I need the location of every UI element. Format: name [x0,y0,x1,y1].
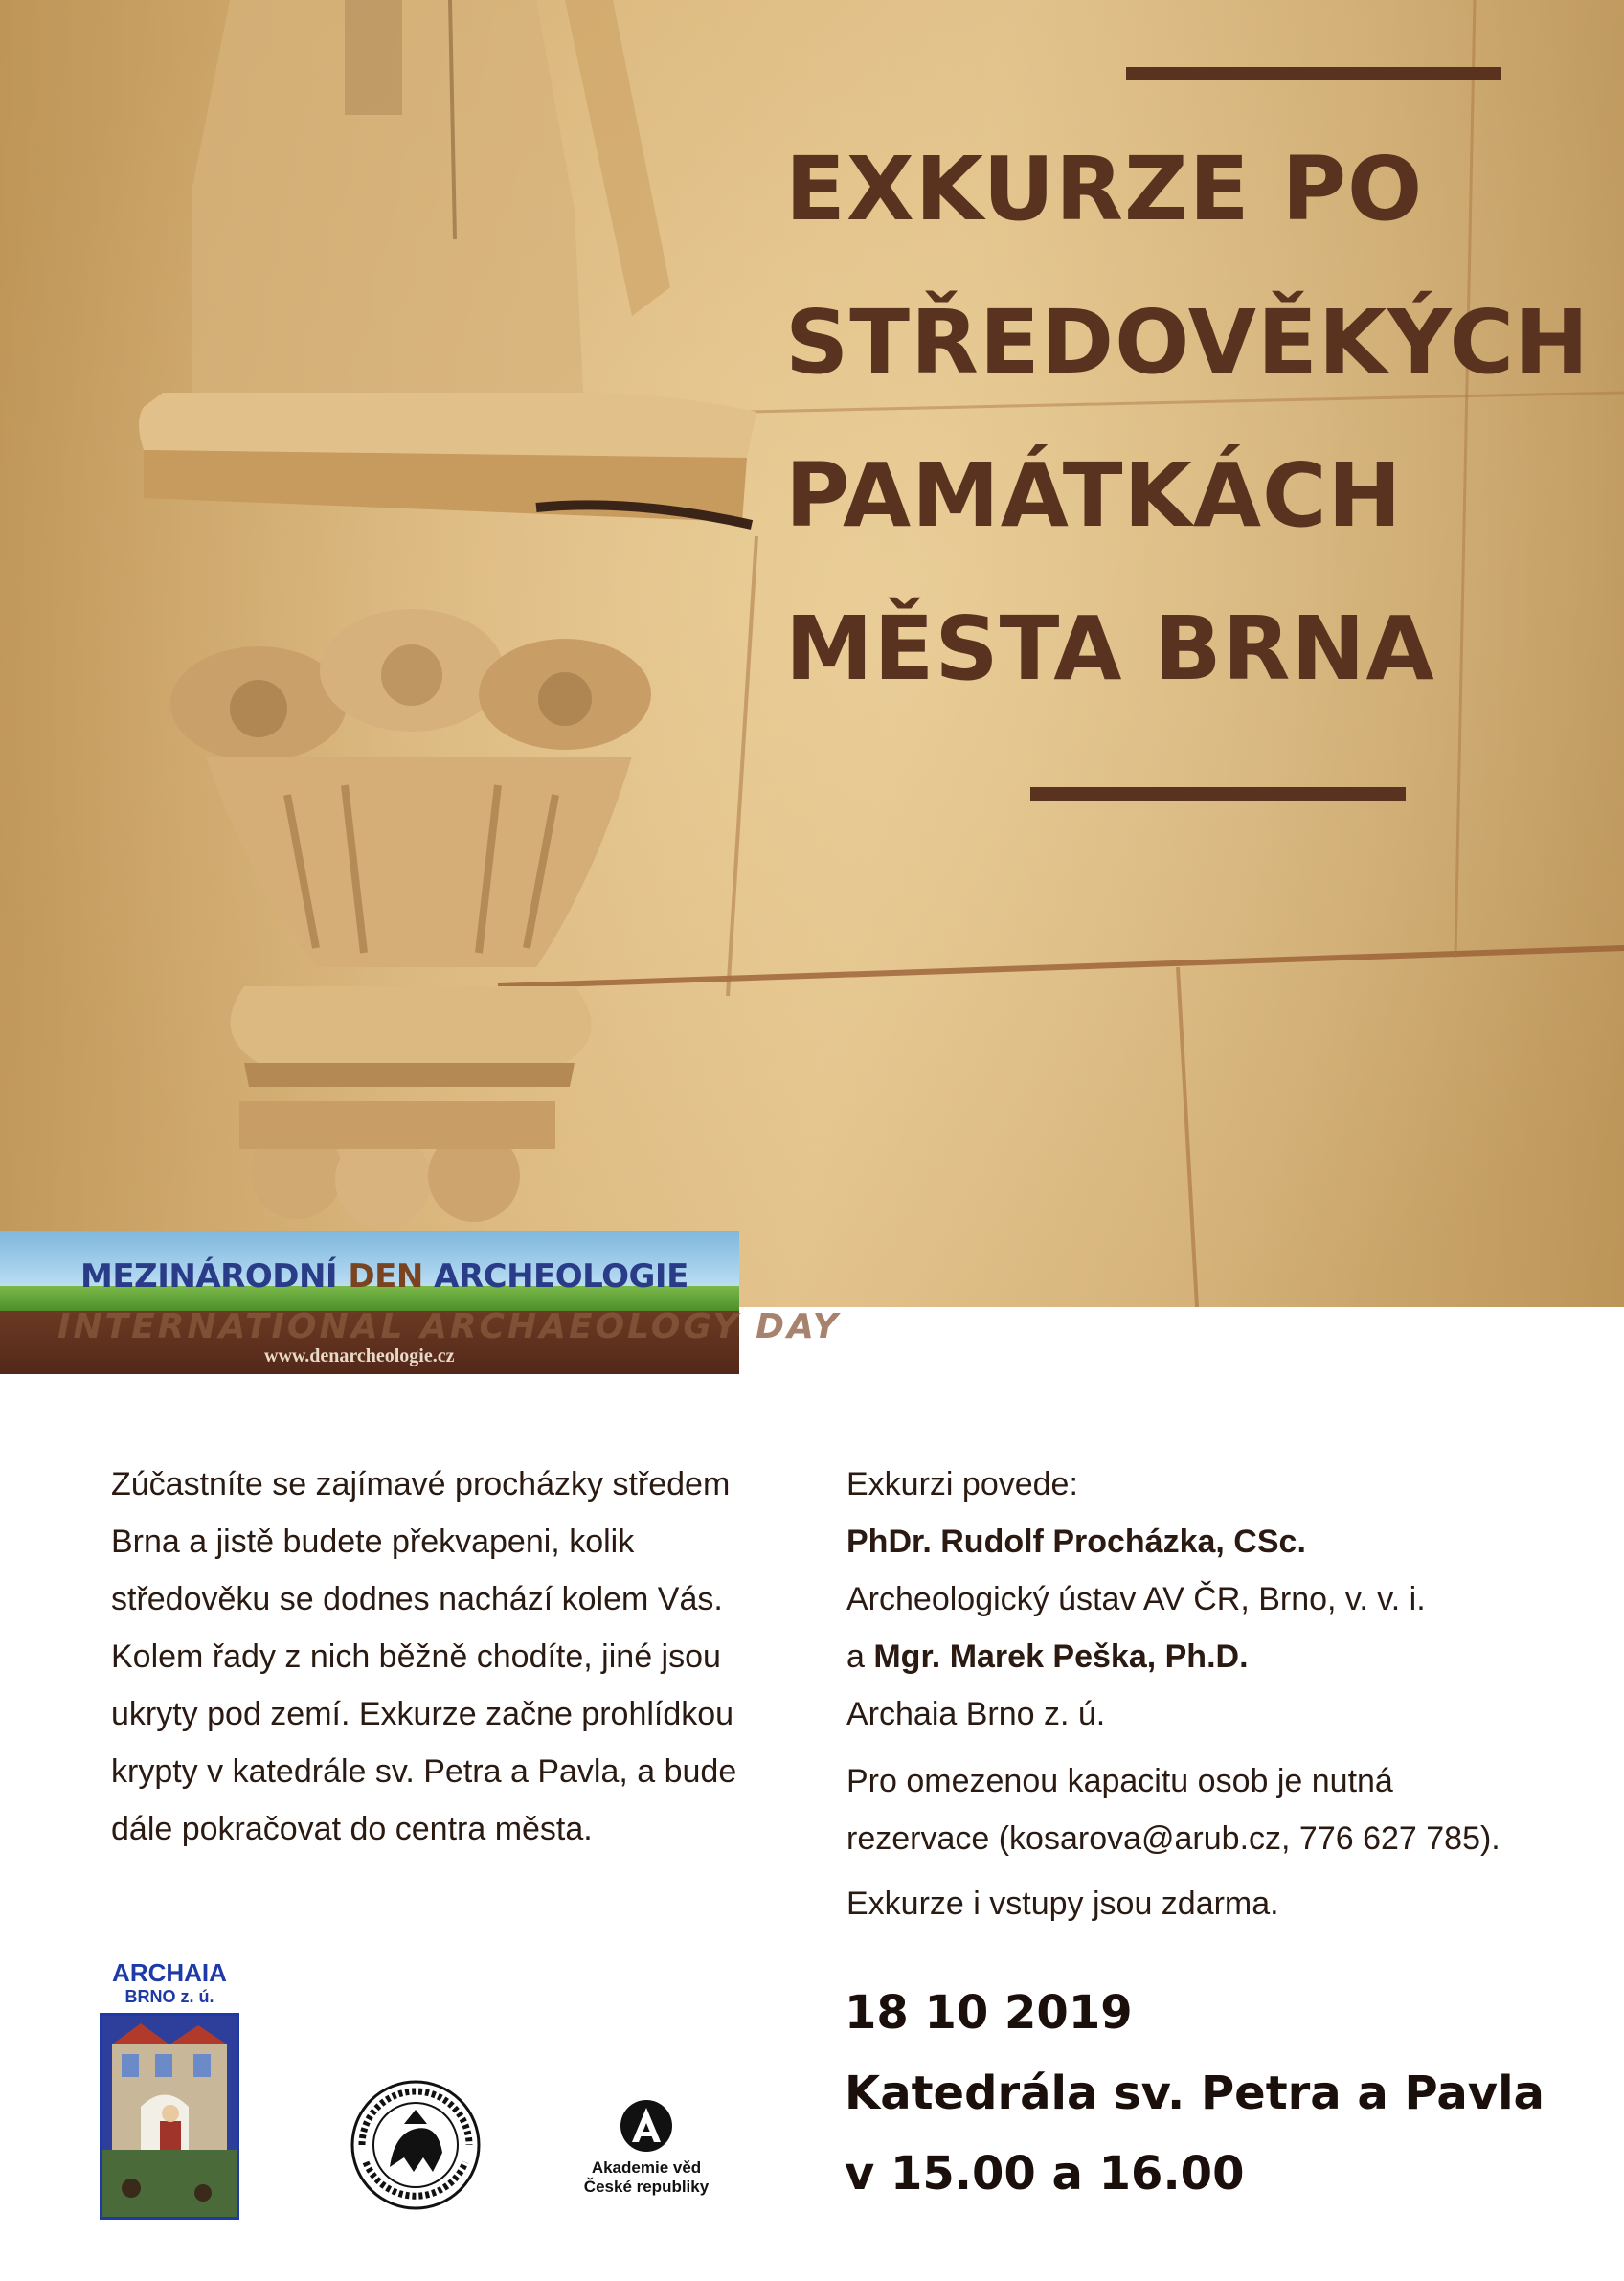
guides-connector: a [846,1638,874,1675]
free-admission: Exkurze i vstupy jsou zdarma. [846,1886,1279,1922]
intro-paragraph [111,1456,762,1858]
archaia-illustration [100,2013,239,2220]
banner-title [80,1257,688,1296]
akademie-line-2: České republiky [583,2178,710,2196]
intro-line: Brna a jistě budete překvapeni, kolik [111,1524,635,1560]
title-rule-top [1126,67,1501,80]
banner-url[interactable]: www.denarcheologie.cz [264,1345,455,1366]
title-rule-bottom [1030,787,1406,801]
title-line-3: PAMÁTKÁCH [785,444,1403,547]
guide2-org: Archaia Brno z. ú. [846,1696,1106,1732]
guide1-name: PhDr. Rudolf Procházka, CSc. [846,1524,1306,1560]
guide1-org: Archeologický ústav AV ČR, Brno, v. v. i. [846,1581,1426,1617]
archaia-name: ARCHAIA [112,1958,227,1987]
banner-title-part3: ARCHEOLOGIE [434,1257,688,1296]
guides-heading: Exkurzi povede: [846,1466,1078,1502]
intro-line: ukryty pod zemí. Exkurze začne prohlídkou [111,1696,734,1732]
archaeology-day-banner[interactable] [0,1231,841,1374]
archaia-logo[interactable] [100,1959,239,2220]
akademie-line-1: Akademie věd [591,2158,702,2177]
poster-title [785,113,1590,726]
intro-line: krypty v katedrále sv. Petra a Pavla, a bude [111,1753,737,1790]
archaia-sub: BRNO z. ú. [124,1987,214,2006]
akademie-ved-icon [620,2099,673,2153]
intro-line: Zúčastníte se zajímavé procházky středem [111,1466,731,1502]
guide2-name: Mgr. Marek Peška, Ph.D. [873,1638,1249,1675]
event-details [845,1973,1545,2214]
akademie-ved-logo[interactable] [575,2099,718,2197]
intro-line: Kolem řady z nich běžně chodíte, jiné jsou [111,1638,721,1675]
banner-title-part1: MEZINÁRODNÍ [80,1257,349,1296]
intro-line: dále pokračovat do centra města. [111,1811,593,1847]
title-line-2: STŘEDOVĚKÝCH [785,291,1590,394]
event-times: v 15.00 a 16.00 [845,2147,1245,2201]
reservation-line-2[interactable]: rezervace (kosarova@arub.cz, 776 627 785). [846,1820,1500,1857]
banner-title-part2: DEN [348,1257,435,1296]
reservation-line-1: Pro omezenou kapacitu osob je nutná [846,1763,1393,1799]
title-line-1: EXKURZE PO [785,138,1424,240]
event-place: Katedrála sv. Petra a Pavla [845,2066,1545,2120]
guides-block [846,1456,1555,1932]
title-line-4: MĚSTA BRNA [785,598,1435,700]
arub-seal-icon[interactable] [347,2076,485,2214]
intro-line: středověku se dodnes nachází kolem Vás. [111,1581,723,1617]
event-date: 18 10 2019 [845,1986,1133,2040]
banner-subtitle: INTERNATIONAL ARCHAEOLOGY DAY [57,1307,841,1346]
